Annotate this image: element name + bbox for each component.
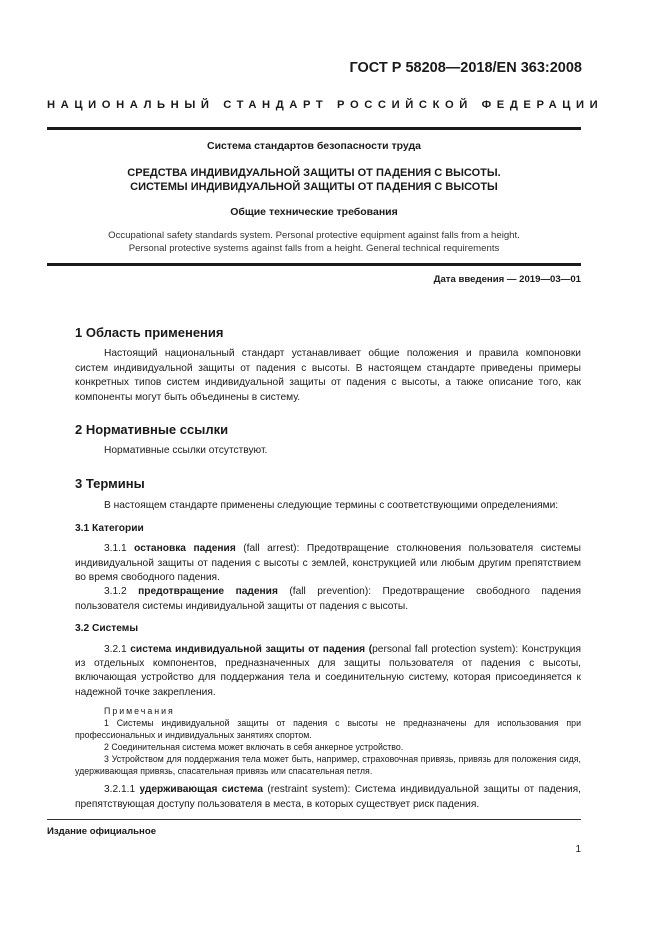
- footer-rule: [47, 819, 581, 820]
- document-code: ГОСТ Р 58208—2018/EN 363:2008: [349, 60, 582, 76]
- national-standard-banner: НАЦИОНАЛЬНЫЙ СТАНДАРТ РОССИЙСКОЙ ФЕДЕРАЦИИ: [47, 99, 604, 111]
- main-title: [47, 166, 581, 194]
- term-3-1-2: [75, 585, 581, 614]
- term-number: 3.2.1.1: [104, 784, 140, 796]
- notes-heading: Примечания: [104, 706, 175, 717]
- section-3-heading: 3 Термины: [75, 476, 145, 491]
- term-name: предотвращение падения: [138, 586, 278, 598]
- term-number: 3.1.1: [104, 543, 135, 555]
- term-3-2-1: [75, 643, 581, 701]
- title-bottom-rule: [47, 263, 581, 266]
- term-name: остановка падения: [134, 543, 236, 555]
- subsection-3-2-heading: 3.2 Системы: [75, 623, 139, 635]
- section-2: [75, 423, 581, 459]
- term-name: система индивидуальной защиты от падения (: [130, 643, 373, 655]
- standards-system-title: Система стандартов безопасности труда: [206, 140, 422, 152]
- english-title-line-2: Personal protective systems against falls from a height. General technical requirements: [128, 242, 500, 254]
- section-1-paragraph: Настоящий национальный стандарт устанавливает общие положения и правила компоновки систем индивидуальной защиты от падения с высоты. В настоящем стандарте приведены примеры конкретных типов систем индивидуальной защиты от падения с высоты, а также описание того, как компоненты могут быть объединены в систему.: [75, 348, 581, 403]
- subsection-3-1-heading: 3.1 Категории: [75, 522, 144, 534]
- term-3-1-1: [75, 542, 581, 585]
- main-title-line-2: СИСТЕМЫ ИНДИВИДУАЛЬНОЙ ЗАЩИТЫ ОТ ПАДЕНИЯ С ВЫСОТЫ: [130, 181, 498, 193]
- english-title: [47, 230, 581, 255]
- section-2-heading: 2 Нормативные ссылки: [75, 422, 229, 437]
- term-definition: (fall arrest): Предотвращение столкновения пользователя системы индивидуальной защиты от падения с высоты с землей, конструкцией или любым другим препятствием во время свободного падения.: [75, 543, 581, 584]
- term-name: удерживающая система: [139, 784, 263, 796]
- section-1: [75, 326, 581, 405]
- term-definition: personal fall protection system): Конструкция из отдельных компонентов, предназначенных для защиты пользователя от падения с высоты, включающая устройство для поддержания тела и соединительную систему, которая присоединяется к надежной точке закрепления.: [75, 643, 581, 698]
- note-3: 3 Устройством для поддержания тела может быть, например, страховочная привязь, привязь для положения сидя, удерживающая привязь, спасательная привязь или спасательная петля.: [75, 754, 581, 777]
- term-3-2-1-1: [75, 783, 581, 812]
- english-title-line-1: Occupational safety standards system. Personal protective equipment against falls from a height.: [108, 230, 520, 241]
- section-1-heading: 1 Область применения: [75, 325, 224, 340]
- term-number: 3.1.2: [104, 586, 139, 598]
- section-3-intro: В настоящем стандарте применены следующие термины с соответствующими определениями:: [104, 500, 559, 512]
- introduction-date: Дата введения — 2019—03—01: [433, 274, 581, 285]
- section-2-paragraph: Нормативные ссылки отсутствуют.: [104, 445, 268, 457]
- top-rule: [47, 127, 581, 130]
- term-number: 3.2.1: [104, 643, 131, 655]
- section-3: [75, 477, 581, 812]
- page-number: 1: [575, 844, 581, 855]
- note-2: 2 Соединительная система может включать в себя анкерное устройство.: [104, 742, 404, 753]
- note-1: 1 Системы индивидуальной защиты от падения с высоты не предназначены для использования при профессиональных и индивидуальных занятиях спортом.: [75, 718, 581, 741]
- subtitle: Общие технические требования: [230, 206, 398, 218]
- notes-block: [75, 705, 581, 777]
- official-edition-label: Издание официальное: [47, 826, 157, 837]
- term-definition: (restraint system): Система индивидуальной защиты от падения, препятствующая доступу пользователя в места, в которых существует риск падения.: [75, 784, 581, 810]
- main-title-line-1: СРЕДСТВА ИНДИВИДУАЛЬНОЙ ЗАЩИТЫ ОТ ПАДЕНИЯ С ВЫСОТЫ.: [127, 167, 501, 179]
- term-definition: (fall prevention): Предотвращение свободного падения пользователя системы индивидуальной защиты от падения с высоты.: [75, 586, 581, 612]
